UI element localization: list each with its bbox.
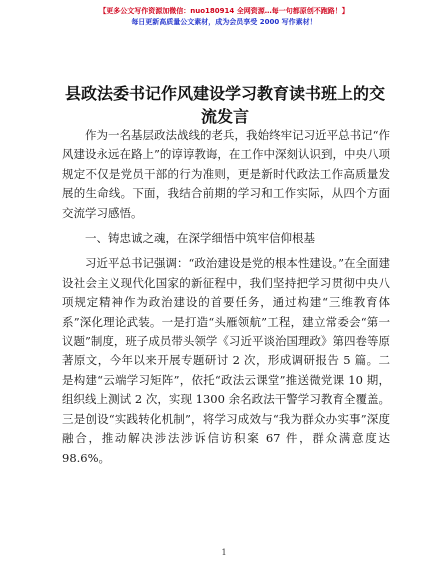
document-title: 县政法委书记作风建设学习教育读书班上的交流发言 — [64, 84, 385, 126]
document-body — [62, 126, 390, 468]
page-number: 1 — [221, 548, 227, 557]
promo-banner-line-1: 【更多公文写作资源加微信：nuo180914 全网资源…每一句都原创不跑路！】 — [99, 7, 349, 15]
promo-banner-line-2: 每日更新高质量公文素材，成为会员享受 2000 写作素材！ — [131, 18, 317, 26]
intro-paragraph: 作为一名基层政法战线的老兵，我始终牢记习近平总书记“作风建设永远在路上”的谆谆教诲，在工作中深刻认识到，中央八项规定不仅是党员干部的行为准则，更是新时代政法工作高质量发展的生命线。下面，我结合前期的学习和工作实际，从四个方面交流学习感悟。 — [62, 128, 390, 220]
promo-banner — [0, 6, 448, 28]
section-1-paragraph: 习近平总书记强调：“政治建设是党的根本性建设。”在全面建设社会主义现代化国家的新征程中，我们坚持把学习贯彻中央八项规定精神作为政治建设的首要任务，通过构建“三维教育体系”深化理论武装。一是打造“头雁领航”工程，建立常委会“第一议题”制度，班子成员带头领学《习近平谈治国理政》第四卷等原著原文，今年以来开展专题研讨 2 次，形成调研报告 5 篇。二是构建“云端学习矩阵”，依托“政法云课堂”推送微党课 10 期，组织线上测试 2 次，实现 1300 余名政法干警学习教育全覆盖。三是创设“实践转化机制”，将学习成效与“我为群众办实事”深度融合，推动解决涉法涉诉信访积案 67 件，群众满意度达 98.6%。 — [62, 256, 391, 465]
section-heading-1: 一、铸忠诚之魂，在深学细悟中筑牢信仰根基 — [85, 231, 315, 246]
